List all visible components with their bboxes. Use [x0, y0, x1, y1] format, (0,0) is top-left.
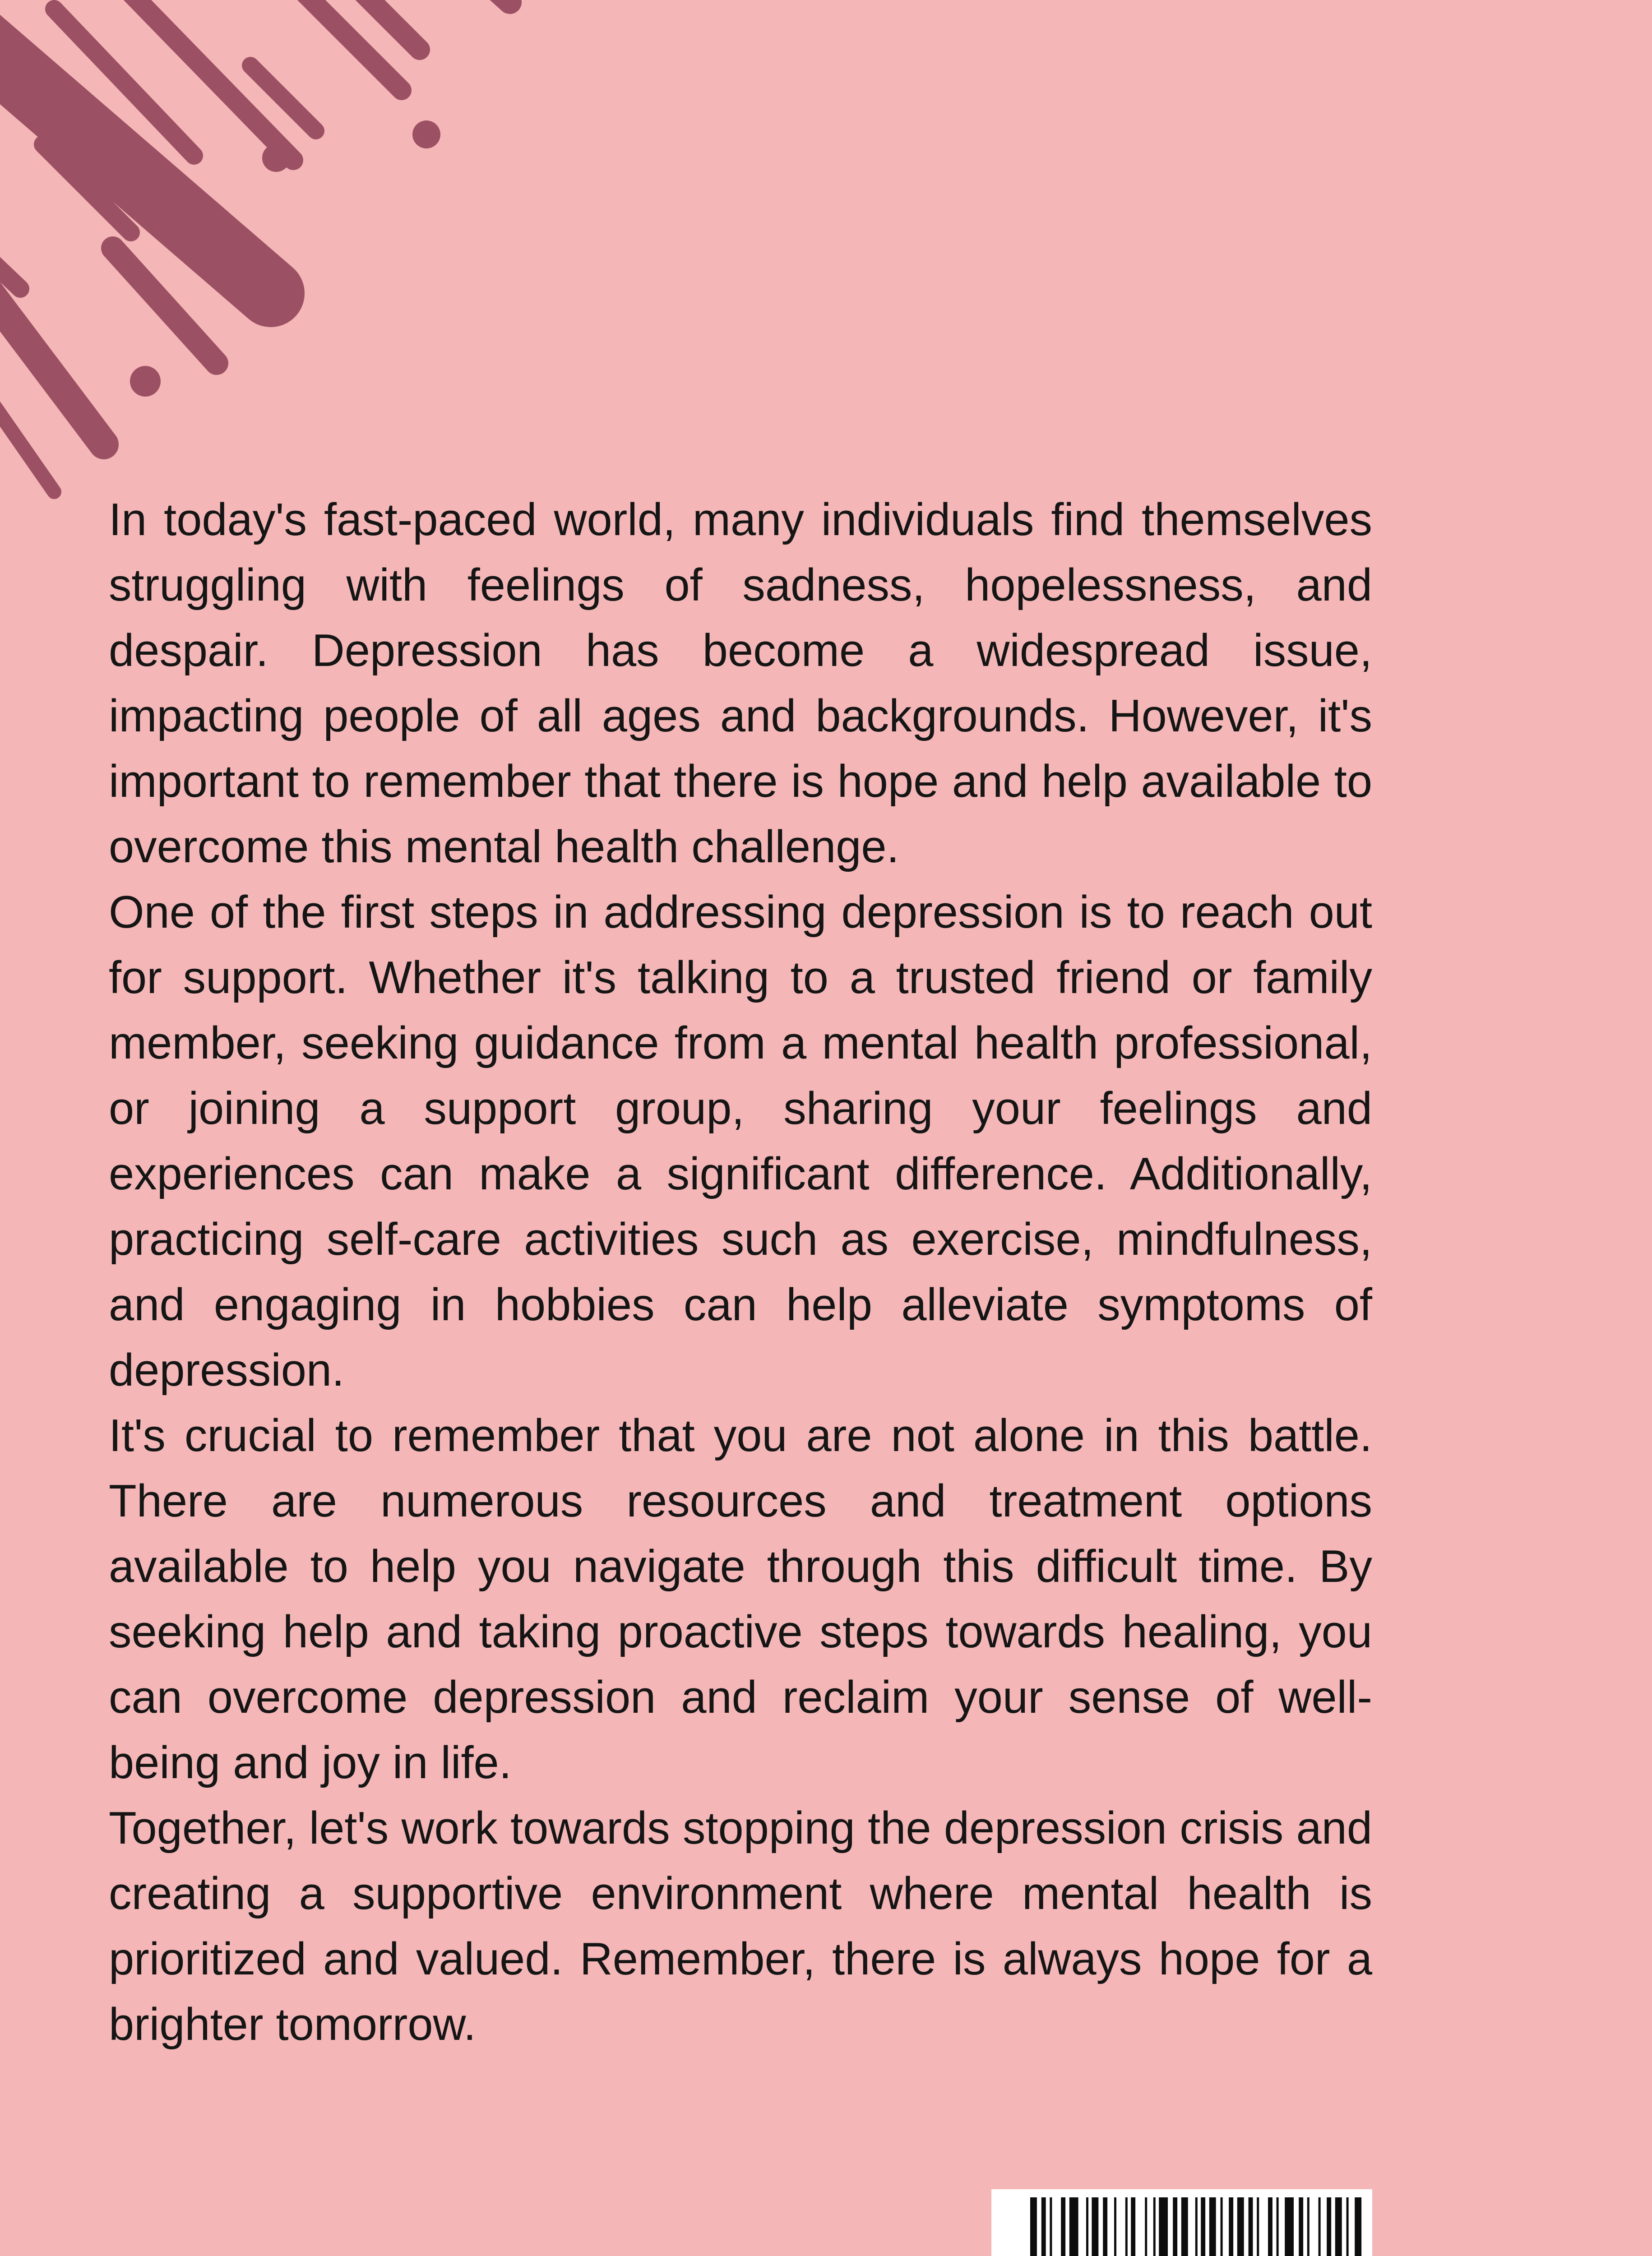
barcode-bar	[1277, 2197, 1279, 2256]
barcode-bar	[1195, 2197, 1198, 2256]
barcode-bar	[1131, 2197, 1135, 2256]
back-cover-blurb	[109, 487, 1372, 2057]
barcode-bar	[1229, 2197, 1233, 2256]
barcode-bar	[1355, 2197, 1361, 2256]
barcode-bar	[1285, 2197, 1294, 2256]
barcode-bars	[991, 2189, 1372, 2256]
barcode-bar	[1153, 2197, 1156, 2256]
blurb-paragraph-2: One of the first steps in addressing depression is to reach out for support. Whether it's talking to a trusted friend or family member, seeking guidance from a mental health professional, or joining a support group, sharing your feelings and experiences can make a significant difference. Additionally, practicing self-care activities such as exercise, mindfulness, and engaging in hobbies can help alleviate symptoms of depression.	[109, 887, 1372, 1396]
blurb-paragraph-1: In today's fast-paced world, many individuals find themselves struggling with feelings of sadness, hopelessness, and despair. Depression has become a widespread issue, impacting people of all ages and backgrounds. However, it's important to remember that there is hope and help available to overcome this mental health challenge.	[109, 495, 1372, 872]
isbn-barcode	[991, 2189, 1372, 2256]
blurb-paragraph-3: It's crucial to remember that you are not alone in this battle. There are numerous resources and treatment options available to help you navigate through this difficult time. By seeking help and taking proactive steps towards healing, you can overcome depression and reclaim your sense of well-being and joy in life.	[109, 1410, 1372, 1788]
barcode-bar	[1125, 2197, 1128, 2256]
barcode-bar	[1159, 2197, 1168, 2256]
decorative-diagonal-stripes	[0, 0, 541, 519]
barcode-bar	[1249, 2197, 1253, 2256]
barcode-bar	[1069, 2197, 1078, 2256]
barcode-bar	[1103, 2197, 1107, 2256]
barcode-bar	[1307, 2197, 1310, 2256]
barcode-bar	[1092, 2197, 1098, 2256]
barcode-bar	[1335, 2197, 1342, 2256]
barcode-bar	[1061, 2197, 1065, 2256]
barcode-bar	[1041, 2197, 1046, 2256]
barcode-bar	[1114, 2197, 1116, 2256]
barcode-bar	[1221, 2197, 1223, 2256]
barcode-bar	[1030, 2197, 1037, 2256]
barcode-bar	[1299, 2197, 1303, 2256]
barcode-bar	[1347, 2197, 1349, 2256]
barcode-bar	[1257, 2197, 1259, 2256]
barcode-bar	[1086, 2197, 1088, 2256]
barcode-bar	[1327, 2197, 1331, 2256]
barcode-bar	[1050, 2197, 1052, 2256]
barcode-bar	[1319, 2197, 1321, 2256]
barcode-bar	[1268, 2197, 1273, 2256]
barcode-bar	[1145, 2197, 1147, 2256]
blurb-paragraph-4: Together, let's work towards stopping the depression crisis and creating a supportive environment where mental health is prioritized and valued. Remember, there is always hope for a brighter tomorrow.	[109, 1803, 1372, 2050]
barcode-bar	[1201, 2197, 1205, 2256]
barcode-bar	[1173, 2197, 1177, 2256]
barcode-bar	[1209, 2197, 1216, 2256]
barcode-bar	[1237, 2197, 1244, 2256]
barcode-bar	[1181, 2197, 1188, 2256]
